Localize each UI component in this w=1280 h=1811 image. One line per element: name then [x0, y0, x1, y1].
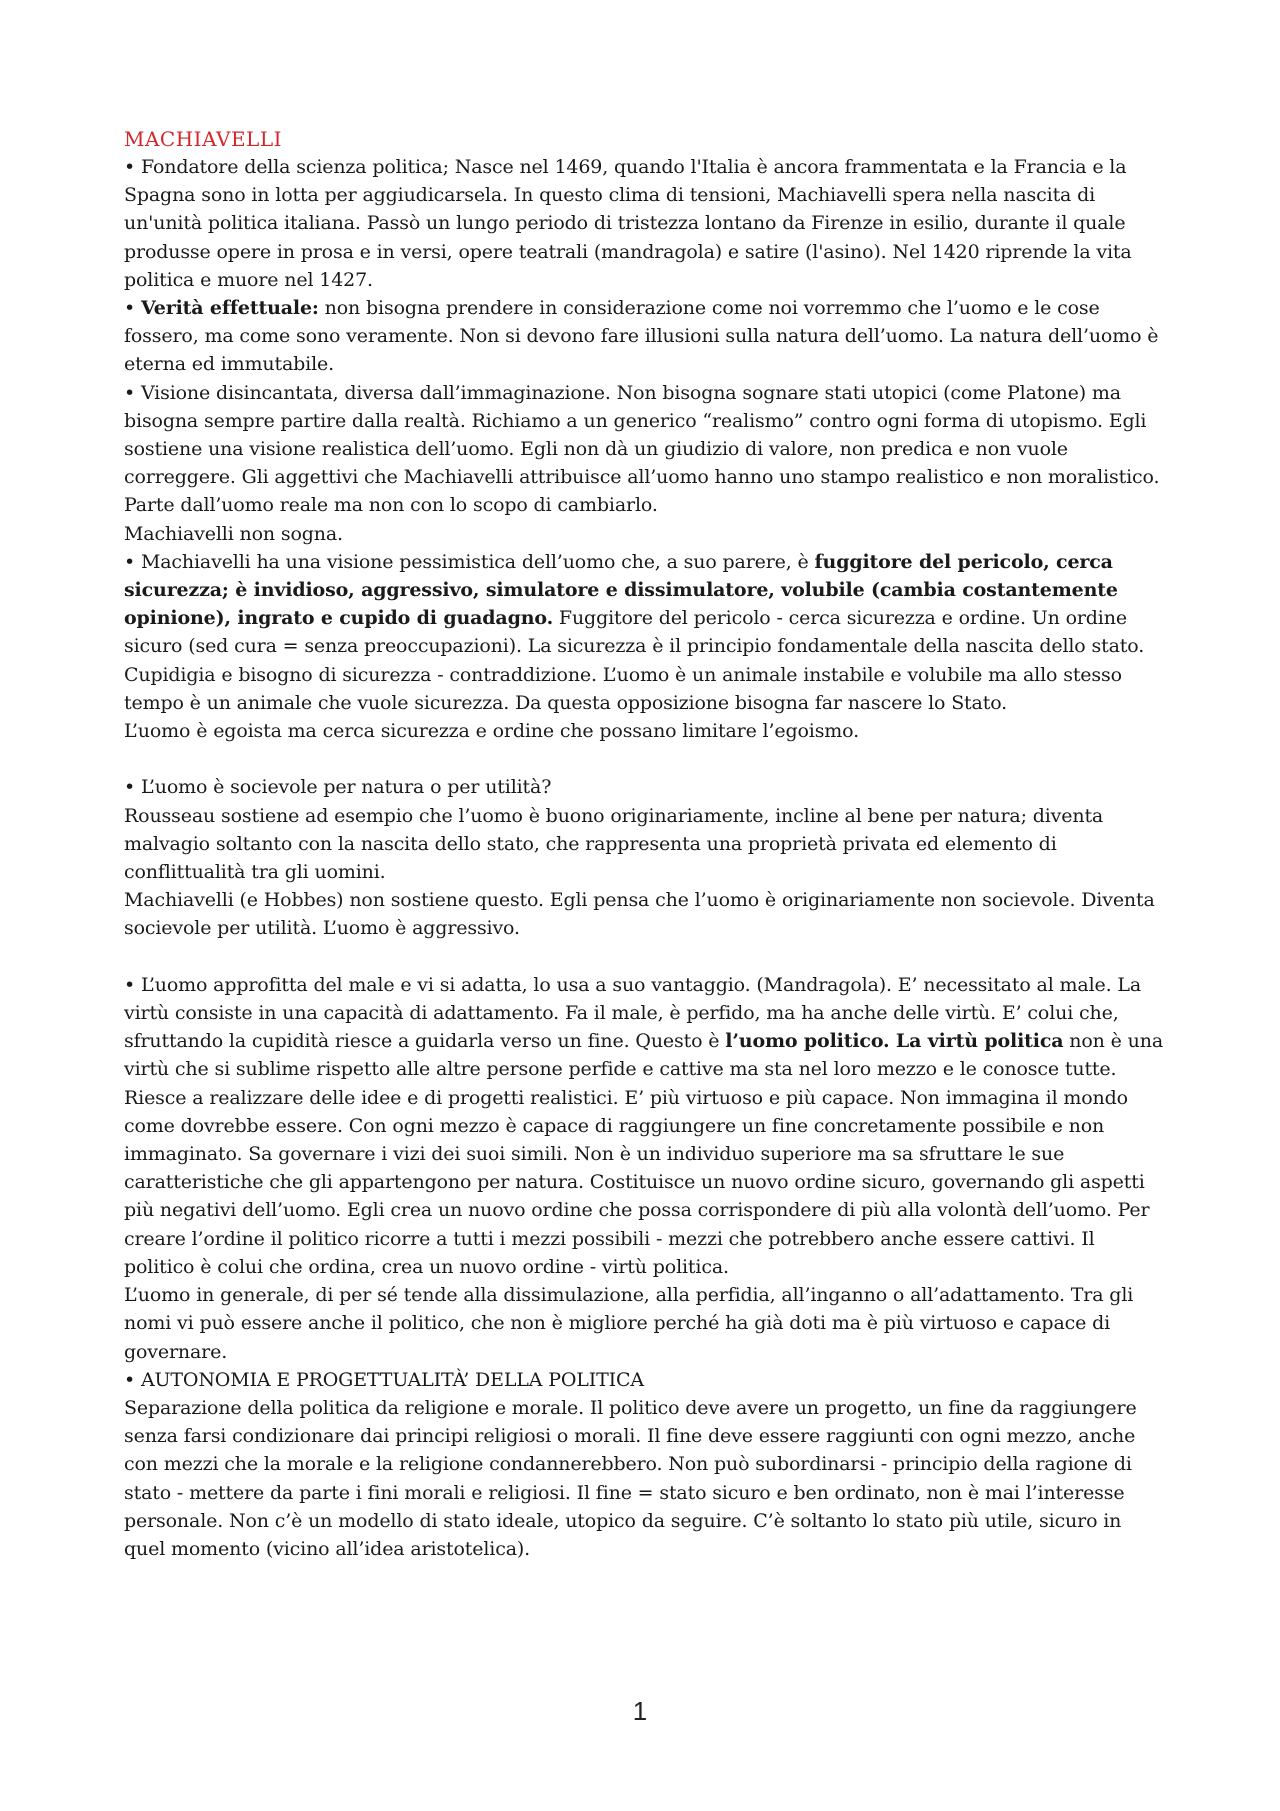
document-body: [124, 125, 1164, 1563]
page-title: MACHIAVELLI: [124, 127, 283, 151]
paragraph-verita-effettuale: [124, 294, 1164, 379]
paragraph-egoista: L’uomo è egoista ma cerca sicurezza e ordine che possano limitare l’egoismo.: [124, 720, 860, 743]
paragraph-text: • L’uomo approfitta del male e vi si adatta, lo usa a suo vantaggio. (Mandragola). E’ necessitato al male. La virtù consiste in una capacità di adattamento. Fa il male, è perfido, ma ha anche delle virtù. E’ colui che, sfruttando la cupidità riesce a guidarla verso un fine. Questo è: [124, 973, 1142, 1053]
spacer: [124, 745, 1164, 773]
paragraph-non-sogna: Machiavelli non sogna.: [124, 522, 343, 545]
bold-term: Verità effettuale:: [140, 297, 319, 320]
paragraph-hobbes: Machiavelli (e Hobbes) non sostiene questo. Egli pensa che l’uomo è originariamente non socievole. Diventa socievole per utilità. L’uomo è aggressivo.: [124, 889, 1155, 940]
paragraph-separazione: Separazione della politica da religione e morale. Il politico deve avere un progetto, un fine da raggiungere senza farsi condizionare dai principi religiosi o morali. Il fine deve essere raggiunti con ogni mezzo, anche con mezzi che la morale e la religione condannerebbero. Non può subordinarsi - principio della ragione di stato - mettere da parte i fini morali e religiosi. Il fine = stato sicuro e ben ordinato, non è mai l’interesse personale. Non c’è un modello di stato ideale, utopico da seguire. C’è soltanto lo stato più utile, sicuro in quel momento (vicino all’idea aristotelica).: [124, 1396, 1137, 1560]
paragraph-text: • Machiavelli ha una visione pessimistica dell’uomo che, a suo parere, è: [124, 550, 815, 573]
paragraph-visione-pessimistica: [124, 548, 1164, 661]
paragraph-text: non è una virtù che si sublime rispetto alle altre persone perfide e cattive ma sta nel loro mezzo e le conosce tutte. Riesce a realizzare delle idee e di progetti realistici. E’ più virtuoso e più capace. Non immagina il mondo come dovrebbe essere. Con ogni mezzo è capace di raggiungere un fine concretamente possibile e non immaginato. Sa governare i vizi dei suoi simili. Non è un individuo superiore ma sa sfruttare le sue caratteristiche che gli appartengono per natura. Costituisce un nuovo ordine sicuro, governando gli aspetti più negativi dell’uomo. Egli crea un nuovo ordine che possa corrispondere di più alla volontà dell’uomo. Per creare l’ordine il politico ricorre a tutti i mezzi possibili - mezzi che potrebbero anche essere cattivi. Il politico è colui che ordina, crea un nuovo ordine - virtù politica.: [124, 1030, 1163, 1278]
paragraph-visione-disincantata: • Visione disincantata, diversa dall’immaginazione. Non bisogna sognare stati utopici (come Platone) ma bisogna sempre partire dalla realtà. Richiamo a un generico “realismo” contro ogni forma di utopismo. Egli sostiene una visione realistica dell’uomo. Egli non dà un giudizio di valore, non predica e non vuole correggere. Gli aggettivi che Machiavelli attribuisce all’uomo hanno uno stampo realistico e non moralistico. Parte dall’uomo reale ma non con lo scopo di cambiarlo.: [124, 381, 1160, 517]
paragraph-rousseau: Rousseau sostiene ad esempio che l’uomo è buono originariamente, incline al bene per natura; diventa malvagio soltanto con la nascita dello stato, che rappresenta una proprietà privata ed elemento di conflittualità tra gli uomini.: [124, 804, 1104, 884]
paragraph-uomo-politico: [124, 971, 1164, 1281]
paragraph-cupidigia: Cupidigia e bisogno di sicurezza - contraddizione. L’uomo è un animale instabile e volubile ma allo stesso tempo è un animale che vuole sicurezza. Da questa opposizione bisogna far nascere lo Stato.: [124, 663, 1122, 714]
paragraph-uomo-generale: L’uomo in generale, di per sé tende alla dissimulazione, alla perfidia, all’inganno o all’adattamento. Tra gli nomi vi può essere anche il politico, che non è migliore perché ha già doti ma è più virtuoso e capace di governare.: [124, 1284, 1134, 1363]
spacer: [124, 943, 1164, 971]
paragraph-socievole-question: • L’uomo è socievole per natura o per utilità?: [124, 776, 552, 799]
page-number: 1: [632, 1696, 648, 1726]
paragraph-intro: • Fondatore della scienza politica; Nasce nel 1469, quando l'Italia è ancora frammentata e la Francia e la Spagna sono in lotta per aggiudicarsela. In questo clima di tensioni, Machiavelli spera nella nascita di un'unità politica italiana. Passò un lungo periodo di tristezza lontano da Firenze in esilio, durante il quale produsse opere in prosa e in versi, opere teatrali (mandragola) e satire (l'asino). Nel 1420 riprende la vita politica e muore nel 1427.: [124, 156, 1132, 291]
bullet: •: [124, 297, 141, 320]
paragraph-text: Fuggitore del pericolo - cerca sicurezza e ordine. Un ordine sicuro (sed cura = senza preoccupazioni). La sicurezza è il principio fondamentale della nascita dello stato.: [124, 607, 1145, 658]
section-heading-autonomia: • AUTONOMIA E PROGETTUALITÀ’ DELLA POLITICA: [124, 1368, 644, 1391]
paragraph-text: non bisogna prendere in considerazione come noi vorremmo che l’uomo e le cose fossero, ma come sono veramente. Non si devono fare illusioni sulla natura dell’uomo. La natura dell’uomo è eterna ed immutabile.: [124, 297, 1159, 376]
bold-term: l’uomo politico. La virtù politica: [725, 1030, 1064, 1053]
bold-term: fuggitore del pericolo, cerca sicurezza; è invidioso, aggressivo, simulatore e dissimulatore, volubile (cambia costantemente opinione), ingrato e cupido di guadagno.: [124, 550, 1118, 630]
